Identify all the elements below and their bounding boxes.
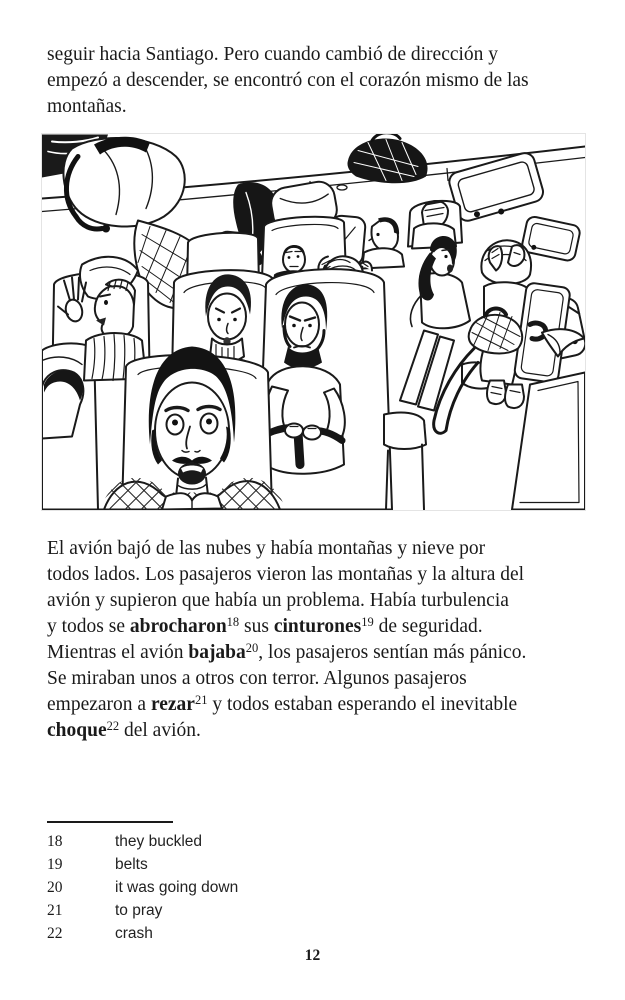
text-segment: sus (239, 616, 274, 637)
footnote-number: 21 (47, 902, 63, 919)
text-segment: avión y supieron que había un problema. Había turbulencia (47, 590, 509, 611)
footnote-number: 22 (47, 925, 63, 942)
footnote-ref: 22 (106, 719, 120, 733)
footnote-row (47, 853, 467, 876)
text-line (47, 640, 592, 666)
text-segment: Se miraban unos a otros con terror. Algunos pasajeros (47, 668, 467, 689)
text-segment: cinturones (273, 616, 362, 637)
text-line (47, 94, 592, 120)
text-line (47, 692, 592, 718)
footnote-row (47, 876, 467, 899)
footnote-text: belts (115, 856, 148, 873)
text-line (47, 614, 592, 640)
footnote-text: crash (115, 925, 153, 942)
text-segment: de seguridad. (373, 616, 483, 637)
text-line (47, 42, 592, 68)
text-segment: choque (47, 720, 107, 741)
text-segment: , los pasajeros sentían más pánico. (258, 642, 527, 663)
footnote-row (47, 899, 467, 922)
footnote-ref: 18 (226, 615, 240, 629)
text-segment: El avión bajó de las nubes y había montañas y nieve por (47, 538, 486, 559)
page-number: 12 (304, 947, 321, 964)
text-line (47, 666, 592, 692)
paragraph-main (47, 536, 592, 744)
text-line (47, 718, 592, 744)
text-segment: rezar (150, 694, 195, 715)
passenger-peeking-man (362, 217, 404, 268)
footnote-list (47, 830, 467, 945)
footnote-number: 20 (47, 879, 63, 896)
text-segment: Mientras el avión (47, 642, 189, 663)
paragraph-top (47, 42, 592, 120)
footnote-number: 18 (47, 833, 63, 850)
text-segment: del avión. (119, 720, 201, 741)
text-segment: seguir hacia Santiago. Pero cuando cambió de dirección y (47, 44, 499, 65)
footnote-row (47, 922, 467, 945)
text-segment: abrocharon (129, 616, 227, 637)
text-segment: montañas. (47, 96, 127, 117)
footnote-ref: 19 (361, 615, 374, 629)
footnote-text: they buckled (115, 833, 203, 850)
text-segment: bajaba (188, 642, 246, 663)
text-line (47, 562, 592, 588)
text-segment: empezó a descender, se encontró con el corazón mismo de las (47, 70, 529, 91)
text-line (47, 588, 592, 614)
footnote-ref: 20 (245, 641, 259, 655)
text-segment: y todos se (47, 616, 130, 637)
footnote-row (47, 830, 467, 853)
footnote-text: to pray (115, 902, 163, 919)
text-line (47, 68, 592, 94)
cabin-illustration-svg (42, 134, 585, 510)
text-segment: y todos estaban esperando el inevitable (207, 694, 518, 715)
footnote-number: 19 (47, 856, 63, 873)
footnote-text: it was going down (115, 879, 239, 896)
footnote-rule (47, 821, 173, 823)
text-segment: empezaron a (47, 694, 151, 715)
cabin-illustration (41, 133, 586, 511)
text-segment: todos lados. Los pasajeros vieron las montañas y la altura del (47, 564, 525, 585)
footnote-ref: 21 (194, 693, 208, 707)
text-line (47, 536, 592, 562)
